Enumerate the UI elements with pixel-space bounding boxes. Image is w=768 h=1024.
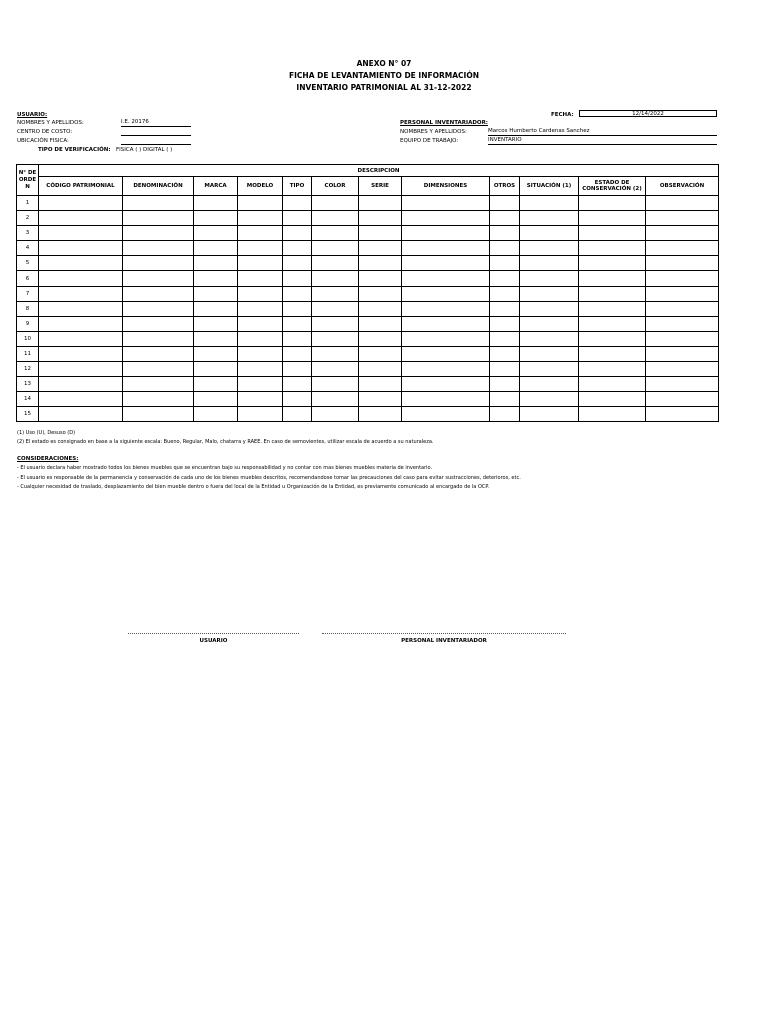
table-cell[interactable] [520, 256, 579, 271]
table-cell[interactable] [123, 301, 194, 316]
table-cell[interactable] [520, 271, 579, 286]
row-number: 6 [17, 271, 39, 286]
table-cell[interactable] [359, 407, 402, 422]
table-cell[interactable] [312, 346, 359, 361]
column-header: DIMENSIONES [402, 177, 490, 196]
table-cell[interactable] [312, 392, 359, 407]
table-cell[interactable] [123, 271, 194, 286]
table-cell[interactable] [238, 377, 283, 392]
table-cell[interactable] [238, 392, 283, 407]
table-cell[interactable] [646, 407, 719, 422]
table-cell[interactable] [194, 286, 238, 301]
table-cell[interactable] [39, 331, 123, 346]
table-cell[interactable] [359, 346, 402, 361]
table-cell[interactable] [194, 196, 238, 211]
table-cell[interactable] [194, 392, 238, 407]
table-cell[interactable] [490, 301, 520, 316]
table-cell[interactable] [402, 377, 490, 392]
table-cell[interactable] [123, 316, 194, 331]
table-cell[interactable] [579, 362, 646, 377]
consideraciones-label: CONSIDERACIONES: [17, 456, 79, 462]
table-cell[interactable] [123, 226, 194, 241]
table-cell[interactable] [194, 362, 238, 377]
table-cell[interactable] [283, 226, 312, 241]
table-cell[interactable] [359, 362, 402, 377]
table-cell[interactable] [238, 301, 283, 316]
table-cell[interactable] [359, 226, 402, 241]
table-cell[interactable] [646, 271, 719, 286]
table-cell[interactable] [646, 331, 719, 346]
table-cell[interactable] [194, 271, 238, 286]
row-number: 2 [17, 211, 39, 226]
table-cell[interactable] [194, 331, 238, 346]
table-cell[interactable] [646, 241, 719, 256]
table-cell[interactable] [646, 362, 719, 377]
table-row [17, 346, 719, 361]
personal-nombres-label: NOMBRES Y APELLIDOS: [400, 129, 467, 135]
table-cell[interactable] [123, 346, 194, 361]
table-cell[interactable] [39, 211, 123, 226]
table-cell[interactable] [283, 362, 312, 377]
table-cell[interactable] [520, 407, 579, 422]
column-header: TIPO [283, 177, 312, 196]
table-cell[interactable] [283, 211, 312, 226]
fecha-label: FECHA: [551, 112, 574, 118]
table-cell[interactable] [194, 346, 238, 361]
table-cell[interactable] [194, 241, 238, 256]
table-cell[interactable] [520, 377, 579, 392]
table-cell[interactable] [39, 271, 123, 286]
descripcion-header: DESCRIPCION [39, 165, 719, 177]
table-cell[interactable] [312, 301, 359, 316]
table-cell[interactable] [579, 256, 646, 271]
centro-costo-field[interactable] [121, 128, 191, 136]
table-row [17, 301, 719, 316]
table-cell[interactable] [490, 331, 520, 346]
table-cell[interactable] [123, 377, 194, 392]
row-number: 9 [17, 316, 39, 331]
table-cell[interactable] [238, 316, 283, 331]
column-header: MODELO [238, 177, 283, 196]
column-header: OTROS [490, 177, 520, 196]
table-cell[interactable] [402, 211, 490, 226]
table-cell[interactable] [39, 256, 123, 271]
table-cell[interactable] [312, 226, 359, 241]
table-cell[interactable] [402, 286, 490, 301]
table-cell[interactable] [359, 377, 402, 392]
table-cell[interactable] [238, 407, 283, 422]
column-header: DENOMINACIÓN [123, 177, 194, 196]
table-cell[interactable] [646, 286, 719, 301]
table-cell[interactable] [402, 271, 490, 286]
table-cell[interactable] [283, 377, 312, 392]
centro-costo-label: CENTRO DE COSTO: [17, 129, 73, 135]
table-cell[interactable] [402, 407, 490, 422]
table-cell[interactable] [194, 301, 238, 316]
table-cell[interactable] [579, 316, 646, 331]
personal-section-label: PERSONAL INVENTARIADOR: [400, 120, 488, 126]
table-row [17, 196, 719, 211]
row-number: 11 [17, 346, 39, 361]
table-cell[interactable] [579, 301, 646, 316]
signature-line-usuario[interactable] [128, 633, 299, 634]
table-cell[interactable] [490, 377, 520, 392]
table-cell[interactable] [646, 392, 719, 407]
table-cell[interactable] [238, 241, 283, 256]
table-cell[interactable] [283, 407, 312, 422]
form-title-ficha: FICHA DE LEVANTAMIENTO DE INFORMACIÓN [289, 71, 479, 80]
table-cell[interactable] [283, 331, 312, 346]
table-row [17, 211, 719, 226]
table-cell[interactable] [39, 392, 123, 407]
table-cell[interactable] [359, 331, 402, 346]
table-cell[interactable] [39, 346, 123, 361]
equipo-trabajo-field[interactable]: INVENTARIO [488, 137, 717, 145]
table-cell[interactable] [123, 241, 194, 256]
table-cell[interactable] [402, 346, 490, 361]
table-cell[interactable] [520, 286, 579, 301]
table-cell[interactable] [283, 346, 312, 361]
table-cell[interactable] [238, 226, 283, 241]
ubicacion-fisica-field[interactable] [121, 137, 191, 145]
table-cell[interactable] [520, 392, 579, 407]
table-cell[interactable] [123, 196, 194, 211]
table-row [17, 271, 719, 286]
table-cell[interactable] [402, 226, 490, 241]
table-cell[interactable] [39, 316, 123, 331]
table-cell[interactable] [402, 256, 490, 271]
table-cell[interactable] [579, 392, 646, 407]
ubicacion-fisica-label: UBICACIÓN FISICA: [17, 138, 69, 144]
row-number: 8 [17, 301, 39, 316]
table-row [17, 316, 719, 331]
table-cell[interactable] [402, 301, 490, 316]
table-cell[interactable] [283, 241, 312, 256]
table-cell[interactable] [194, 377, 238, 392]
table-cell[interactable] [283, 301, 312, 316]
tipo-verificacion-options[interactable]: FISICA ( ) DIGITAL ( ) [116, 147, 173, 153]
table-cell[interactable] [579, 241, 646, 256]
table-cell[interactable] [646, 346, 719, 361]
consideracion-1: - El usuario declara haber mostrado todos los bienes muebles que se encuentran bajo su responsabilidad y no contar con mas bienes muebles materia de inventario. [17, 465, 433, 471]
table-cell[interactable] [646, 301, 719, 316]
table-cell[interactable] [490, 196, 520, 211]
table-cell[interactable] [402, 196, 490, 211]
row-number: 12 [17, 362, 39, 377]
table-cell[interactable] [402, 316, 490, 331]
table-cell[interactable] [359, 301, 402, 316]
equipo-trabajo-label: EQUIPO DE TRABAJO: [400, 138, 459, 144]
table-cell[interactable] [646, 196, 719, 211]
table-cell[interactable] [123, 211, 194, 226]
signature-label-usuario: USUARIO [199, 638, 228, 644]
table-cell[interactable] [359, 241, 402, 256]
table-cell[interactable] [238, 346, 283, 361]
table-cell[interactable] [359, 271, 402, 286]
table-cell[interactable] [238, 286, 283, 301]
table-cell[interactable] [312, 362, 359, 377]
table-cell[interactable] [194, 256, 238, 271]
column-header: OBSERVACIÓN [646, 177, 719, 196]
row-number: 14 [17, 392, 39, 407]
table-row [17, 241, 719, 256]
table-cell[interactable] [238, 196, 283, 211]
table-cell[interactable] [490, 286, 520, 301]
table-row [17, 362, 719, 377]
table-cell[interactable] [490, 392, 520, 407]
table-cell[interactable] [39, 407, 123, 422]
table-cell[interactable] [312, 256, 359, 271]
table-row [17, 331, 719, 346]
table-cell[interactable] [359, 256, 402, 271]
column-header: SERIE [359, 177, 402, 196]
table-cell[interactable] [238, 362, 283, 377]
table-cell[interactable] [579, 226, 646, 241]
table-cell[interactable] [646, 256, 719, 271]
column-header: COLOR [312, 177, 359, 196]
table-cell[interactable] [359, 392, 402, 407]
table-cell[interactable] [312, 316, 359, 331]
row-number: 3 [17, 226, 39, 241]
table-cell[interactable] [39, 241, 123, 256]
column-header: CÓDIGO PATRIMONIAL [39, 177, 123, 196]
table-cell[interactable] [194, 211, 238, 226]
table-cell[interactable] [490, 362, 520, 377]
form-title-annex: ANEXO N° 07 [356, 59, 412, 68]
table-cell[interactable] [490, 346, 520, 361]
table-cell[interactable] [520, 346, 579, 361]
table-cell[interactable] [312, 377, 359, 392]
fecha-field[interactable]: 12/14/2022 [579, 110, 717, 117]
row-number: 15 [17, 407, 39, 422]
column-header: ESTADO DE CONSERVACIÓN (2) [579, 177, 646, 196]
orden-header: N° DE ORDE N [17, 165, 39, 196]
table-cell[interactable] [490, 226, 520, 241]
table-cell[interactable] [283, 286, 312, 301]
table-cell[interactable] [123, 331, 194, 346]
table-cell[interactable] [39, 286, 123, 301]
table-cell[interactable] [402, 392, 490, 407]
table-cell[interactable] [39, 301, 123, 316]
table-cell[interactable] [646, 226, 719, 241]
table-row [17, 407, 719, 422]
column-header: SITUACIÓN (1) [520, 177, 579, 196]
table-cell[interactable] [579, 211, 646, 226]
table-cell[interactable] [490, 241, 520, 256]
table-cell[interactable] [123, 392, 194, 407]
table-cell[interactable] [312, 331, 359, 346]
column-header: MARCA [194, 177, 238, 196]
table-cell[interactable] [123, 256, 194, 271]
form-title-inventario: INVENTARIO PATRIMONIAL AL 31-12-2022 [296, 83, 472, 92]
table-cell[interactable] [283, 196, 312, 211]
table-cell[interactable] [194, 226, 238, 241]
table-cell[interactable] [579, 331, 646, 346]
table-cell[interactable] [579, 407, 646, 422]
table-cell[interactable] [520, 196, 579, 211]
table-row [17, 256, 719, 271]
table-cell[interactable] [359, 211, 402, 226]
table-cell[interactable] [579, 271, 646, 286]
signature-line-personal[interactable] [322, 633, 566, 634]
table-cell[interactable] [520, 211, 579, 226]
table-cell[interactable] [312, 211, 359, 226]
usuario-section-label: USUARIO: [17, 112, 48, 118]
row-number: 10 [17, 331, 39, 346]
table-cell[interactable] [312, 196, 359, 211]
table-cell[interactable] [402, 362, 490, 377]
table-cell[interactable] [312, 286, 359, 301]
table-cell[interactable] [39, 196, 123, 211]
table-cell[interactable] [579, 286, 646, 301]
inventory-table [16, 164, 719, 422]
table-cell[interactable] [194, 407, 238, 422]
table-row [17, 377, 719, 392]
table-cell[interactable] [579, 377, 646, 392]
table-cell[interactable] [39, 226, 123, 241]
table-cell[interactable] [283, 316, 312, 331]
table-cell[interactable] [194, 316, 238, 331]
table-cell[interactable] [123, 407, 194, 422]
consideracion-3: - Cualquier necesidad de traslado, desplazamiento del bien mueble dentro o fuera del local de la Entidad u Organización de la Entidad, es previamente comunicado al encargado de la OCP. [17, 484, 490, 490]
table-cell[interactable] [490, 271, 520, 286]
table-cell[interactable] [646, 377, 719, 392]
table-cell[interactable] [520, 331, 579, 346]
row-number: 4 [17, 241, 39, 256]
table-cell[interactable] [359, 316, 402, 331]
table-row [17, 286, 719, 301]
table-cell[interactable] [520, 301, 579, 316]
table-cell[interactable] [402, 331, 490, 346]
table-row [17, 392, 719, 407]
table-cell[interactable] [520, 241, 579, 256]
table-cell[interactable] [312, 271, 359, 286]
tipo-verificacion-label: TIPO DE VERIFICACIÓN: [38, 147, 111, 153]
table-cell[interactable] [646, 316, 719, 331]
table-cell[interactable] [520, 362, 579, 377]
table-cell[interactable] [579, 196, 646, 211]
table-cell[interactable] [39, 377, 123, 392]
table-cell[interactable] [312, 241, 359, 256]
row-number: 5 [17, 256, 39, 271]
table-cell[interactable] [579, 346, 646, 361]
table-cell[interactable] [123, 362, 194, 377]
signature-label-personal: PERSONAL INVENTARIADOR [401, 638, 487, 644]
table-cell[interactable] [490, 407, 520, 422]
table-cell[interactable] [359, 286, 402, 301]
table-cell[interactable] [238, 271, 283, 286]
note-estado: (2) El estado es consignado en base a la siguiente escala: Bueno, Regular, Malo, chatarra y RAEE. En caso de semovientes, utilizar escala de acuerdo a su naturaleza. [17, 439, 434, 445]
table-cell[interactable] [238, 211, 283, 226]
table-cell[interactable] [490, 211, 520, 226]
table-cell[interactable] [359, 196, 402, 211]
table-cell[interactable] [520, 226, 579, 241]
row-number: 1 [17, 196, 39, 211]
table-cell[interactable] [490, 256, 520, 271]
usuario-nombres-field[interactable]: I.E. 20176 [121, 119, 191, 127]
row-number: 13 [17, 377, 39, 392]
usuario-nombres-label: NOMBRES Y APELLIDOS: [17, 120, 84, 126]
personal-nombres-field[interactable]: Marcos Humberto Cardenas Sanchez [488, 128, 717, 136]
table-row [17, 226, 719, 241]
table-cell[interactable] [39, 362, 123, 377]
row-number: 7 [17, 286, 39, 301]
table-cell[interactable] [283, 392, 312, 407]
table-cell[interactable] [312, 407, 359, 422]
note-uso: (1) Uso (U), Desuso (D) [17, 430, 76, 436]
table-cell[interactable] [238, 256, 283, 271]
table-cell[interactable] [402, 241, 490, 256]
consideracion-2: - El usuario es responsable de la permanencia y conservación de cada uno de los bienes muebles descritos, recomendandose tomar las precauciones del caso para evitar sustracciones, deterioros, etc. [17, 475, 521, 481]
table-cell[interactable] [520, 316, 579, 331]
table-cell[interactable] [646, 211, 719, 226]
table-cell[interactable] [238, 331, 283, 346]
table-cell[interactable] [490, 316, 520, 331]
table-cell[interactable] [283, 256, 312, 271]
table-cell[interactable] [283, 271, 312, 286]
table-cell[interactable] [123, 286, 194, 301]
